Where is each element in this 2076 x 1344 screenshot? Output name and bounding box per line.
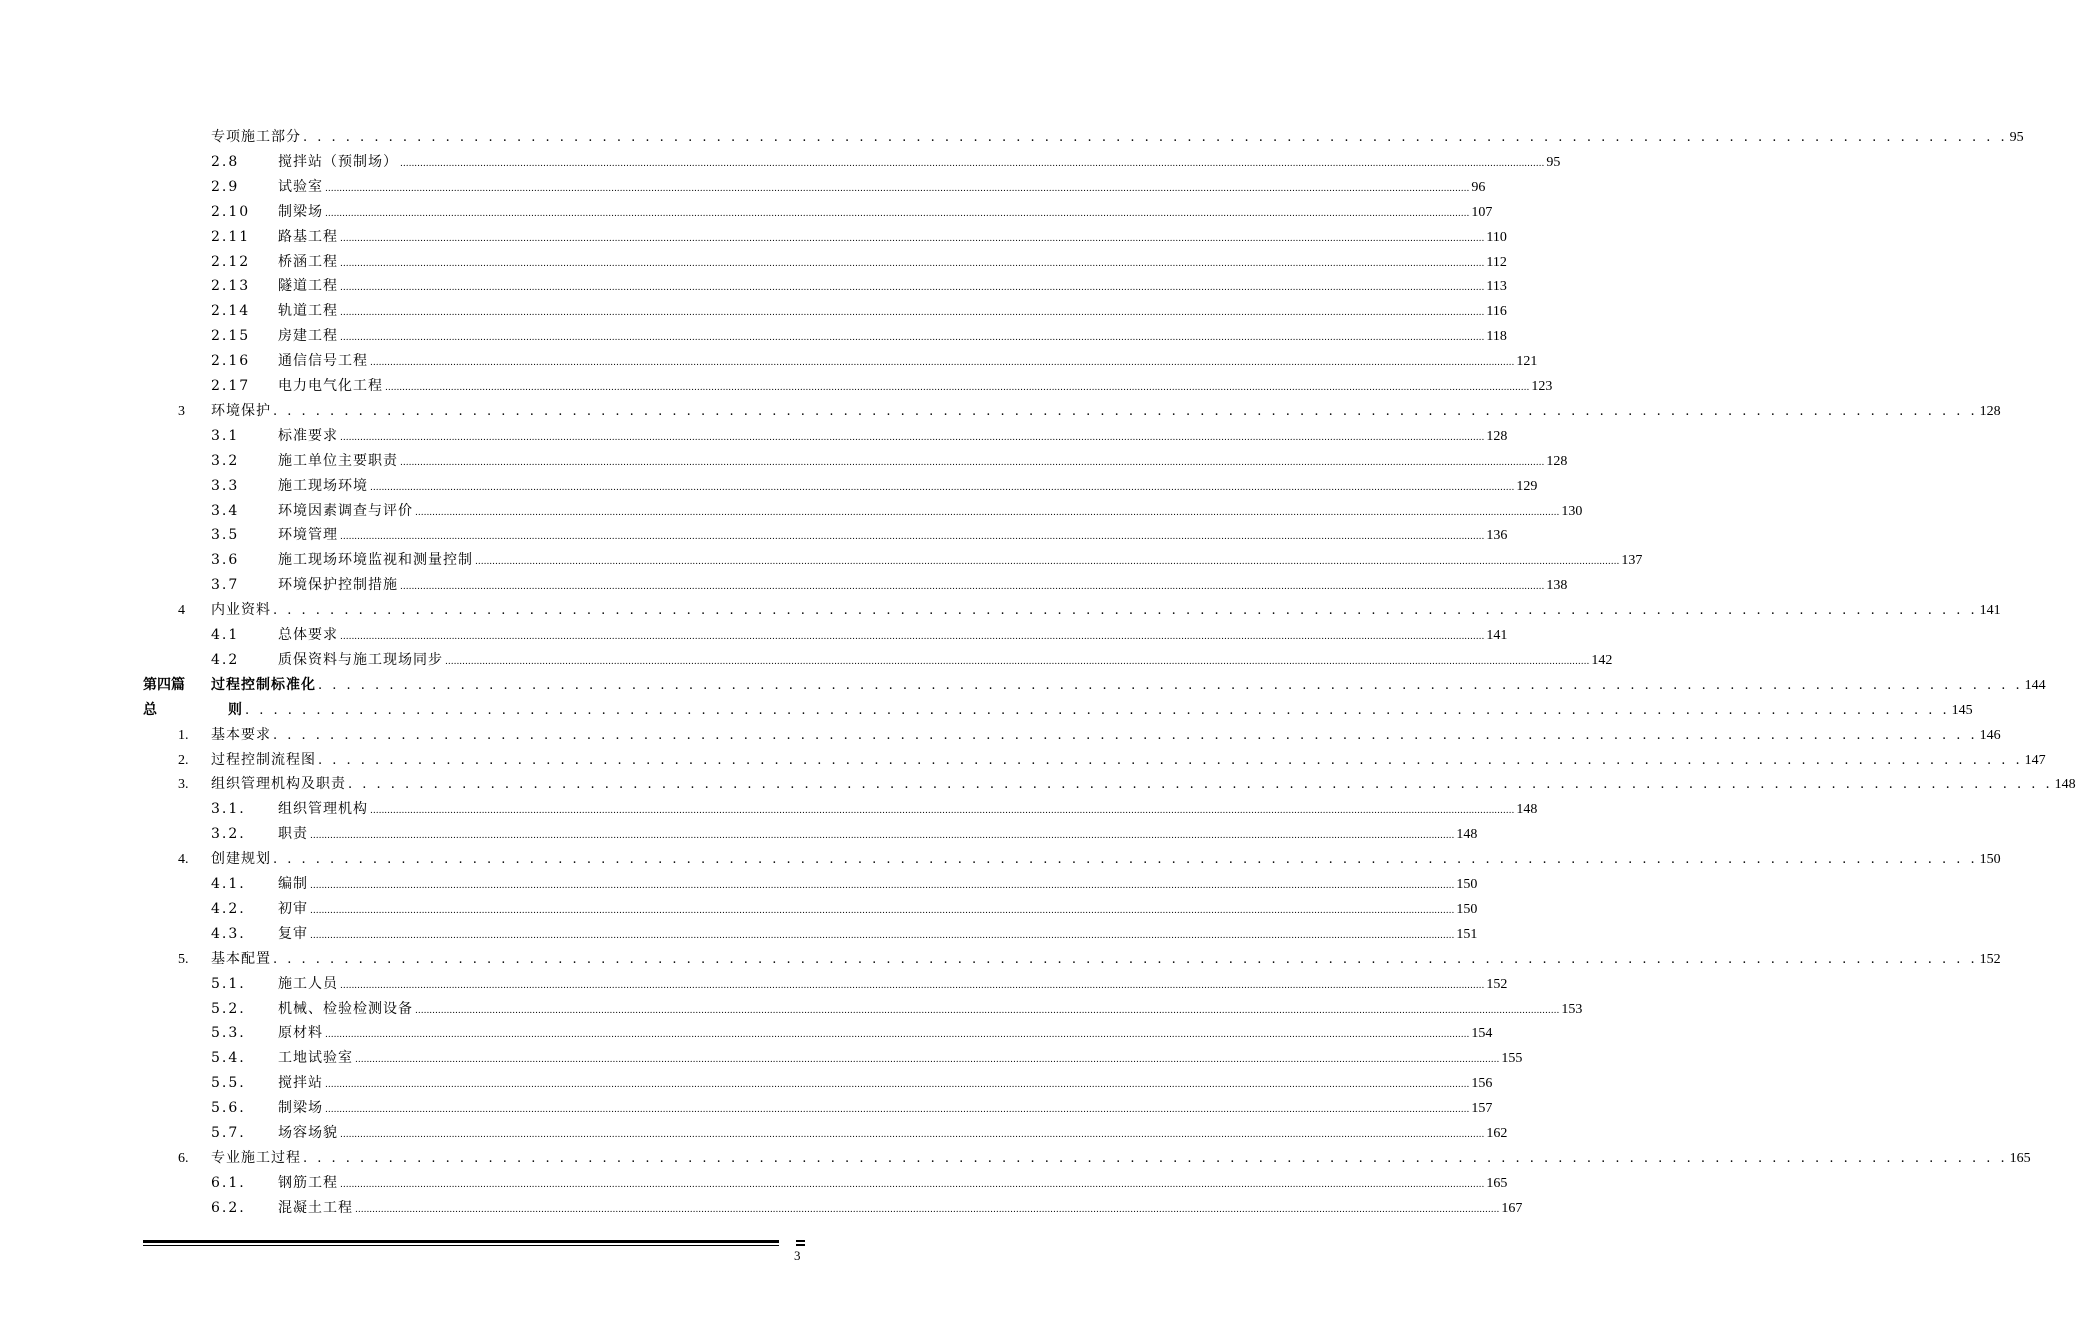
toc-page-number: 116 xyxy=(1486,304,1507,320)
toc-leader: . . . . . . . . . . . . . . . . . . . . . . . . . . . . . . . . . . . . . . . . . . . . . . . . . . . . . . . . . . . . . . . . . . . . . . . . . . . . . . . . . . . . . . . . . . . . . . . . . . . . . . . . . . . . . . . . . . . . . . . . xyxy=(303,1150,2008,1166)
toc-number: 2.13 xyxy=(211,278,251,295)
toc-number: 2.11 xyxy=(211,228,251,245)
toc-leader: ................................................................................................................................................................................................................................................................................................................................................................................................................ xyxy=(415,1005,1560,1016)
toc-number: 2.17 xyxy=(211,378,251,394)
toc-title: 施工现场环境监视和测量控制 xyxy=(278,552,473,569)
toc-title: 专项施工部分 xyxy=(211,129,301,145)
toc-leader: ................................................................................................................................................................................................................................................................................................................................................................................................................ xyxy=(340,532,1485,543)
toc-entry[interactable] xyxy=(0,1046,1523,1071)
toc-leader: ................................................................................................................................................................................................................................................................................................................................................................................................................ xyxy=(340,980,1485,991)
toc-number: 2.12 xyxy=(211,253,251,270)
footer-rule-thick xyxy=(143,1240,779,1243)
toc-title: 过程控制流程图 xyxy=(211,751,316,768)
toc-title: 环境保护控制措施 xyxy=(278,577,398,594)
toc-title: 轨道工程 xyxy=(278,303,338,320)
toc-number: 总 xyxy=(143,702,157,718)
toc-title: 组织管理机构 xyxy=(278,801,368,818)
toc-title: 内业资料 xyxy=(211,602,271,619)
toc-title: 试验室 xyxy=(278,178,323,195)
toc-number: 6. xyxy=(178,1150,189,1166)
toc-title: 工地试验室 xyxy=(278,1050,353,1067)
toc-number: 5.6. xyxy=(211,1100,246,1117)
toc-entry[interactable] xyxy=(0,1096,1493,1121)
toc-entry[interactable] xyxy=(0,648,1613,673)
toc-page-number: 145 xyxy=(1951,702,1973,718)
toc-leader: ................................................................................................................................................................................................................................................................................................................................................................................................................ xyxy=(385,383,1530,393)
toc-entry[interactable] xyxy=(0,972,1508,997)
toc-entry[interactable] xyxy=(0,847,2001,872)
toc-page-number: 162 xyxy=(1486,1126,1508,1141)
footer-rule-thin xyxy=(143,1245,779,1246)
toc-leader: ................................................................................................................................................................................................................................................................................................................................................................................................................ xyxy=(310,881,1455,891)
toc-leader: ................................................................................................................................................................................................................................................................................................................................................................................................................ xyxy=(355,1204,1500,1215)
toc-entry[interactable] xyxy=(0,698,1973,723)
toc-entry[interactable] xyxy=(0,1146,2031,1171)
toc-leader: ................................................................................................................................................................................................................................................................................................................................................................................................................ xyxy=(445,656,1590,667)
toc-page-number: 136 xyxy=(1486,528,1508,544)
toc-title: 则 xyxy=(228,701,243,718)
toc-entry[interactable] xyxy=(0,225,1507,250)
toc-leader: ................................................................................................................................................................................................................................................................................................................................................................................................................ xyxy=(370,482,1515,493)
toc-page-number: 128 xyxy=(1546,453,1568,469)
toc-page-number: 150 xyxy=(1456,877,1478,892)
toc-leader: ................................................................................................................................................................................................................................................................................................................................................................................................................ xyxy=(355,1055,1500,1066)
toc-leader: ................................................................................................................................................................................................................................................................................................................................................................................................................ xyxy=(340,632,1485,642)
toc-leader: . . . . . . . . . . . . . . . . . . . . . . . . . . . . . . . . . . . . . . . . . . . . . . . . . . . . . . . . . . . . . . . . . . . . . . . . . . . . . . . . . . . . . . . . . . . . . . . . . . . . . . . . . . . . . . . . . . . . . . . . xyxy=(273,403,1978,419)
toc-page-number: 107 xyxy=(1471,204,1493,220)
toc-number: 3.1. xyxy=(211,801,246,818)
toc-page-number: 144 xyxy=(2024,677,2046,693)
page-number: 3 xyxy=(794,1248,801,1263)
toc-page-number: 151 xyxy=(1456,926,1478,942)
toc-leader: ................................................................................................................................................................................................................................................................................................................................................................................................................ xyxy=(325,1080,1470,1091)
toc-title: 搅拌站（预制场） xyxy=(278,153,398,170)
toc-title: 搅拌站 xyxy=(278,1075,323,1092)
toc-leader: ................................................................................................................................................................................................................................................................................................................................................................................................................ xyxy=(415,507,1560,518)
toc-entry[interactable] xyxy=(0,1071,1493,1096)
toc-number: 2.15 xyxy=(211,328,251,345)
toc-number: 1. xyxy=(178,727,189,743)
toc-leader: ................................................................................................................................................................................................................................................................................................................................................................................................................ xyxy=(325,208,1470,219)
toc-leader: ................................................................................................................................................................................................................................................................................................................................................................................................................ xyxy=(325,1030,1470,1041)
toc-entry[interactable] xyxy=(0,1121,1508,1146)
toc-entry[interactable] xyxy=(0,299,1507,324)
toc-number: 2.8 xyxy=(211,153,240,170)
toc-page-number: 142 xyxy=(1591,652,1613,668)
toc-entry[interactable] xyxy=(0,349,1538,374)
toc-title: 编制 xyxy=(278,876,308,892)
toc-title: 组织管理机构及职责 xyxy=(211,776,346,793)
toc-leader: . . . . . . . . . . . . . . . . . . . . . . . . . . . . . . . . . . . . . . . . . . . . . . . . . . . . . . . . . . . . . . . . . . . . . . . . . . . . . . . . . . . . . . . . . . . . . . . . . . . . . . . . . . . . . . . . . . . . . . . . xyxy=(273,852,1978,868)
toc-title: 创建规划 xyxy=(211,851,271,868)
toc-title: 场容场貌 xyxy=(278,1125,338,1141)
toc-entry[interactable] xyxy=(0,499,1583,524)
toc-number: 4.1 xyxy=(211,627,240,643)
toc-number: 6.2. xyxy=(211,1199,246,1216)
toc-page-number: 110 xyxy=(1486,229,1507,245)
toc-page-number: 148 xyxy=(1456,827,1478,843)
toc-number: 6.1. xyxy=(211,1174,246,1191)
toc-page-number: 141 xyxy=(1486,628,1508,643)
toc-leader: ................................................................................................................................................................................................................................................................................................................................................................................................................ xyxy=(340,1130,1485,1140)
toc-page-number: 167 xyxy=(1501,1200,1523,1216)
toc-number: 4.1. xyxy=(211,876,246,892)
toc-leader: . . . . . . . . . . . . . . . . . . . . . . . . . . . . . . . . . . . . . . . . . . . . . . . . . . . . . . . . . . . . . . . . . . . . . . . . . . . . . . . . . . . . . . . . . . . . . . . . . . . . . . . . . . . . . . . . . . . . . . . . xyxy=(273,951,1978,967)
toc-page-number: 148 xyxy=(1516,802,1538,818)
toc-title: 房建工程 xyxy=(278,328,338,345)
toc-title: 施工人员 xyxy=(278,975,338,992)
toc-title: 机械、检验检测设备 xyxy=(278,1000,413,1017)
toc-number: 5. xyxy=(178,951,189,967)
toc-page-number: 147 xyxy=(2024,752,2046,768)
toc-number: 5.2. xyxy=(211,1000,246,1017)
toc-entry[interactable] xyxy=(0,374,1553,399)
toc-entry[interactable] xyxy=(0,324,1507,349)
toc-number: 3.2. xyxy=(211,826,246,843)
toc-number: 2.10 xyxy=(211,203,251,220)
toc-number: 3.6 xyxy=(211,552,240,569)
toc-title: 施工现场环境 xyxy=(278,477,368,494)
toc-page-number: 154 xyxy=(1471,1026,1493,1042)
toc-title: 环境管理 xyxy=(278,527,338,544)
toc-number: 第四篇 xyxy=(143,677,185,693)
toc-page-number: 128 xyxy=(1979,403,2001,419)
toc-leader: . . . . . . . . . . . . . . . . . . . . . . . . . . . . . . . . . . . . . . . . . . . . . . . . . . . . . . . . . . . . . . . . . . . . . . . . . . . . . . . . . . . . . . . . . . . . . . . . . . . . . . . . . . . . . . . . . . . . . . . . xyxy=(273,727,1978,743)
toc-number: 3.2 xyxy=(211,452,240,469)
toc-number: 5.4. xyxy=(211,1050,246,1067)
toc-number: 4 xyxy=(178,603,185,619)
toc-entry[interactable] xyxy=(0,274,1507,299)
toc-page-number: 148 xyxy=(2054,777,2076,793)
toc-entry[interactable] xyxy=(0,947,2001,972)
toc-page-number: 152 xyxy=(1979,951,2001,967)
toc-leader: ................................................................................................................................................................................................................................................................................................................................................................................................................ xyxy=(325,183,1470,194)
toc-leader: ................................................................................................................................................................................................................................................................................................................................................................................................................ xyxy=(370,806,1515,817)
toc-leader: ................................................................................................................................................................................................................................................................................................................................................................................................................ xyxy=(400,457,1545,468)
toc-leader: ................................................................................................................................................................................................................................................................................................................................................................................................................ xyxy=(340,432,1485,443)
toc-page-number: 130 xyxy=(1561,503,1583,519)
toc-leader: ................................................................................................................................................................................................................................................................................................................................................................................................................ xyxy=(340,283,1485,294)
toc-entry[interactable] xyxy=(0,1196,1523,1221)
toc-title: 质保资料与施工现场同步 xyxy=(278,651,443,668)
toc-title: 电力电气化工程 xyxy=(278,378,383,394)
toc-number: 3. xyxy=(178,777,189,793)
toc-title: 过程控制标准化 xyxy=(211,676,316,693)
toc-entry[interactable] xyxy=(0,424,1508,449)
toc-title: 原材料 xyxy=(278,1025,323,1042)
toc-number: 3.7 xyxy=(211,577,240,594)
toc-leader: ................................................................................................................................................................................................................................................................................................................................................................................................................ xyxy=(370,358,1515,369)
toc-entry[interactable] xyxy=(0,1171,1508,1196)
toc-number: 2.14 xyxy=(211,303,251,320)
toc-number: 5.5. xyxy=(211,1075,246,1092)
toc-title: 标准要求 xyxy=(278,427,338,444)
toc-leader: . . . . . . . . . . . . . . . . . . . . . . . . . . . . . . . . . . . . . . . . . . . . . . . . . . . . . . . . . . . . . . . . . . . . . . . . . . . . . . . . . . . . . . . . . . . . . . . . . . . . . . . . . . . . . . . . . . . . . . . . xyxy=(318,752,2023,768)
toc-leader: . . . . . . . . . . . . . . . . . . . . . . . . . . . . . . . . . . . . . . . . . . . . . . . . . . . . . . . . . . . . . . . . . . . . . . . . . . . . . . . . . . . . . . . . . . . . . . . . . . . . . . . . . . . . . . . . . . . . . . . . xyxy=(245,702,1950,718)
toc-page-number: 123 xyxy=(1531,379,1553,394)
toc-title: 总体要求 xyxy=(278,627,338,643)
toc-page-number: 95 xyxy=(2009,130,2024,145)
toc-page-number: 137 xyxy=(1621,553,1643,569)
toc-title: 施工单位主要职责 xyxy=(278,452,398,469)
toc-title: 职责 xyxy=(278,826,308,843)
toc-leader: ................................................................................................................................................................................................................................................................................................................................................................................................................ xyxy=(340,233,1485,244)
toc-title: 钢筋工程 xyxy=(278,1174,338,1191)
footer-mark xyxy=(796,1244,805,1246)
toc-entry[interactable] xyxy=(0,997,1583,1022)
toc-entry[interactable] xyxy=(0,250,1507,275)
toc-entry[interactable] xyxy=(0,797,1538,822)
toc-number: 4.2 xyxy=(211,651,240,668)
toc-entry[interactable] xyxy=(0,150,1561,175)
toc-entry[interactable] xyxy=(0,872,1478,897)
toc-title: 桥涵工程 xyxy=(278,253,338,270)
toc-page-number: 129 xyxy=(1516,478,1538,494)
toc-entry[interactable] xyxy=(0,175,1486,200)
toc-entry[interactable] xyxy=(0,772,2076,797)
toc-entry[interactable] xyxy=(0,523,1508,548)
toc-page-number: 153 xyxy=(1561,1001,1583,1017)
toc-number: 3.3 xyxy=(211,477,240,494)
toc-title: 路基工程 xyxy=(278,228,338,245)
toc-title: 制梁场 xyxy=(278,203,323,220)
toc-number: 5.1. xyxy=(211,975,246,992)
toc-leader: . . . . . . . . . . . . . . . . . . . . . . . . . . . . . . . . . . . . . . . . . . . . . . . . . . . . . . . . . . . . . . . . . . . . . . . . . . . . . . . . . . . . . . . . . . . . . . . . . . . . . . . . . . . . . . . . . . . . . . . . xyxy=(348,777,2053,793)
toc-leader: ................................................................................................................................................................................................................................................................................................................................................................................................................ xyxy=(325,1105,1470,1116)
toc-page-number: 96 xyxy=(1471,179,1486,195)
toc-page-number: 146 xyxy=(1979,727,2001,743)
toc-entry[interactable] xyxy=(0,748,2046,773)
toc-number: 3.5 xyxy=(211,527,240,544)
toc-entry[interactable] xyxy=(0,573,1568,598)
toc-entry[interactable] xyxy=(0,399,2001,424)
toc-entry[interactable] xyxy=(0,449,1568,474)
toc-entry[interactable] xyxy=(0,1021,1493,1046)
toc-entry[interactable] xyxy=(0,673,2046,698)
toc-leader: ................................................................................................................................................................................................................................................................................................................................................................................................................ xyxy=(400,158,1545,169)
toc-number: 3 xyxy=(178,403,185,419)
toc-page-number: 150 xyxy=(1979,852,2001,868)
footer-mark xyxy=(796,1240,805,1242)
toc-page-number: 112 xyxy=(1486,254,1507,270)
toc-number: 4.2. xyxy=(211,900,246,917)
toc-leader: ................................................................................................................................................................................................................................................................................................................................................................................................................ xyxy=(340,308,1485,319)
toc-page-number: 152 xyxy=(1486,976,1508,992)
toc-page-number: 165 xyxy=(1486,1175,1508,1191)
toc-page-number: 141 xyxy=(1979,603,2001,619)
toc-number: 5.7. xyxy=(211,1125,246,1141)
toc-title: 环境保护 xyxy=(211,402,271,419)
toc-number: 2.9 xyxy=(211,178,240,195)
toc-leader: ................................................................................................................................................................................................................................................................................................................................................................................................................ xyxy=(400,582,1545,593)
toc-number: 3.4 xyxy=(211,502,240,519)
toc-entry[interactable] xyxy=(0,623,1508,648)
toc-title: 制梁场 xyxy=(278,1100,323,1117)
toc-number: 2.16 xyxy=(211,353,251,370)
toc-number: 4.3. xyxy=(211,925,246,942)
toc-title: 隧道工程 xyxy=(278,278,338,295)
toc-page-number: 150 xyxy=(1456,901,1478,917)
toc-title: 专业施工过程 xyxy=(211,1149,301,1166)
toc-title: 混凝土工程 xyxy=(278,1199,353,1216)
toc-leader: ................................................................................................................................................................................................................................................................................................................................................................................................................ xyxy=(310,930,1455,941)
toc-number: 3.1 xyxy=(211,427,240,444)
toc-title: 基本配置 xyxy=(211,950,271,967)
toc-entry[interactable] xyxy=(0,474,1538,499)
toc-page-number: 165 xyxy=(2009,1150,2031,1166)
toc-entry[interactable] xyxy=(0,200,1493,225)
toc-entry[interactable] xyxy=(0,822,1478,847)
toc-leader: ................................................................................................................................................................................................................................................................................................................................................................................................................ xyxy=(475,557,1620,568)
toc-leader: ................................................................................................................................................................................................................................................................................................................................................................................................................ xyxy=(310,905,1455,916)
toc-entry[interactable] xyxy=(0,598,2001,623)
toc-page-number: 138 xyxy=(1546,578,1568,594)
toc-title: 复审 xyxy=(278,925,308,942)
toc-page-number: 95 xyxy=(1546,154,1561,170)
toc-page-number: 156 xyxy=(1471,1076,1493,1092)
toc-leader: ................................................................................................................................................................................................................................................................................................................................................................................................................ xyxy=(340,1179,1485,1190)
toc-page-number: 157 xyxy=(1471,1101,1493,1117)
toc-page-number: 113 xyxy=(1486,279,1507,295)
toc-number: 2. xyxy=(178,752,189,768)
toc-page-number: 121 xyxy=(1516,354,1538,370)
toc-title: 环境因素调查与评价 xyxy=(278,502,413,519)
toc-title: 通信信号工程 xyxy=(278,353,368,370)
toc-title: 初审 xyxy=(278,900,308,917)
toc-title: 基本要求 xyxy=(211,726,271,743)
toc-leader: ................................................................................................................................................................................................................................................................................................................................................................................................................ xyxy=(310,831,1455,842)
toc-leader: . . . . . . . . . . . . . . . . . . . . . . . . . . . . . . . . . . . . . . . . . . . . . . . . . . . . . . . . . . . . . . . . . . . . . . . . . . . . . . . . . . . . . . . . . . . . . . . . . . . . . . . . . . . . . . . . . . . . . . . . xyxy=(273,603,1978,619)
toc-entry[interactable] xyxy=(0,723,2001,748)
toc-number: 5.3. xyxy=(211,1025,246,1042)
toc-number: 4. xyxy=(178,852,189,868)
toc-entry[interactable] xyxy=(0,897,1478,922)
toc-leader: ................................................................................................................................................................................................................................................................................................................................................................................................................ xyxy=(340,258,1485,269)
toc-page-number: 155 xyxy=(1501,1051,1523,1067)
toc-leader: . . . . . . . . . . . . . . . . . . . . . . . . . . . . . . . . . . . . . . . . . . . . . . . . . . . . . . . . . . . . . . . . . . . . . . . . . . . . . . . . . . . . . . . . . . . . . . . . . . . . . . . . . . . . . . . . . . . . . . . . xyxy=(303,130,2008,145)
toc-page-number: 128 xyxy=(1486,428,1508,444)
toc-leader: . . . . . . . . . . . . . . . . . . . . . . . . . . . . . . . . . . . . . . . . . . . . . . . . . . . . . . . . . . . . . . . . . . . . . . . . . . . . . . . . . . . . . . . . . . . . . . . . . . . . . . . . . . . . . . . . . . . . . . . . xyxy=(318,677,2023,693)
toc-entry[interactable] xyxy=(0,922,1478,947)
toc-entry[interactable] xyxy=(0,125,2024,150)
toc-entry[interactable] xyxy=(0,548,1643,573)
toc-leader: ................................................................................................................................................................................................................................................................................................................................................................................................................ xyxy=(340,333,1485,344)
toc-page-number: 118 xyxy=(1486,329,1507,345)
